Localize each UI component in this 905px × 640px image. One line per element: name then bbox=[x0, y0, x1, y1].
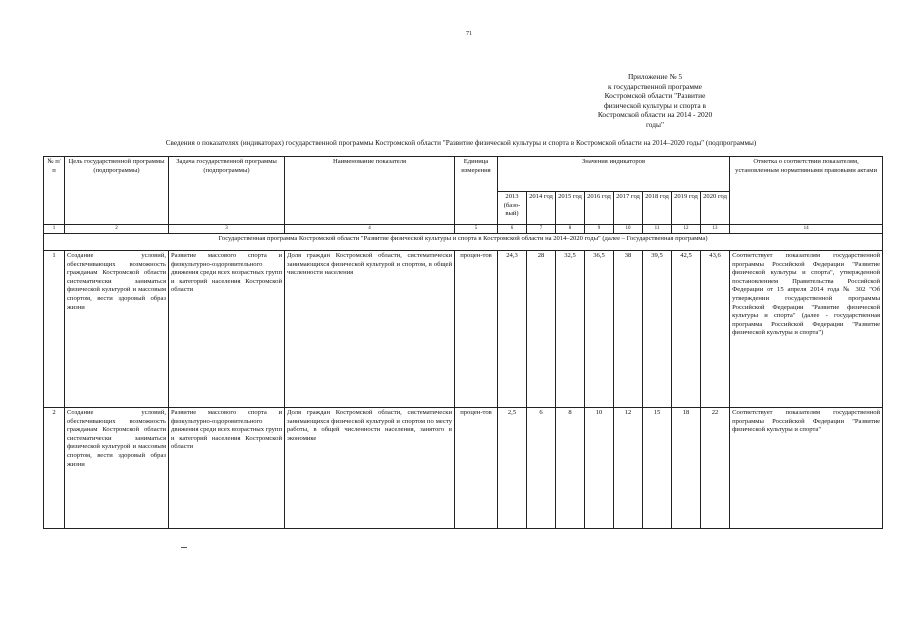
header-num: № п/п bbox=[44, 157, 65, 225]
row-value: 6 bbox=[527, 408, 556, 529]
scan-mark bbox=[181, 547, 187, 548]
row-num: 2 bbox=[44, 408, 65, 529]
page-number: 71 bbox=[466, 31, 472, 37]
section-row bbox=[44, 234, 883, 251]
column-number: 14 bbox=[730, 225, 883, 234]
column-number: 13 bbox=[701, 225, 730, 234]
row-value: 12 bbox=[614, 408, 643, 529]
row-task: Развитие массового спорта и физкультурно-оздоровительного движения среди всех возрастных групп и категорий населения Костромской области bbox=[169, 251, 285, 408]
column-number: 9 bbox=[585, 225, 614, 234]
annex-line: Костромской области "Развитие bbox=[604, 91, 706, 101]
column-number: 6 bbox=[498, 225, 527, 234]
row-value: 42,5 bbox=[672, 251, 701, 408]
annex-line: годы" bbox=[645, 119, 665, 129]
annex-line: физической культуры и спорта в bbox=[603, 100, 707, 110]
section-title: Государственная программа Костромской области "Развитие физической культуры и спорта в Костромской области на 2014–2020 годы" (далее – Государственная программа) bbox=[44, 234, 883, 251]
table-row bbox=[44, 251, 883, 408]
column-numbers-row bbox=[44, 225, 883, 234]
column-number: 7 bbox=[527, 225, 556, 234]
row-compliance: Соответствует показателям государственной программы Российской Федерации "Развитие физической культуры и спорта", утвержденной постановлением Правительства Российской Федерации от 15 апреля 2014 года № 302 "Об утверждении государственной программы Российской Федерации "Развитие физической культуры и спорта" (далее - государственная программа Российской Федерации "Развитие физической культуры и спорта") bbox=[730, 251, 883, 408]
row-goal: Создание условий, обеспечивающих возможность гражданам Костромской области систематически заниматься физической культурой и массовым спортом, вести здоровый образ жизни bbox=[65, 251, 169, 408]
row-indicator: Доля граждан Костромской области, систематически занимающихся физической культурой и спортом, в общей численности населения bbox=[285, 251, 455, 408]
column-number: 11 bbox=[643, 225, 672, 234]
header-year: 2013 (базо-вый) bbox=[498, 192, 527, 225]
column-number: 4 bbox=[285, 225, 455, 234]
row-value: 15 bbox=[643, 408, 672, 529]
header-year: 2020 год bbox=[701, 192, 730, 225]
header-task: Задача государственной программы (подпрограммы) bbox=[169, 157, 285, 225]
column-number: 3 bbox=[169, 225, 285, 234]
row-value: 28 bbox=[527, 251, 556, 408]
header-year: 2014 год bbox=[527, 192, 556, 225]
row-value: 38 bbox=[614, 251, 643, 408]
column-number: 2 bbox=[65, 225, 169, 234]
header-year: 2015 год bbox=[556, 192, 585, 225]
column-number: 8 bbox=[556, 225, 585, 234]
header-compliance: Отметка о соответствии показателям, установленным нормативными правовыми актами bbox=[730, 157, 883, 225]
row-unit: процен-тов bbox=[455, 408, 498, 529]
table-title: Сведения о показателях (индикаторах) государственной программы Костромской области "Развитие физической культуры и спорта в Костромской области на 2014–2020 годы" (подпрограммы) bbox=[165, 139, 757, 147]
row-value: 39,5 bbox=[643, 251, 672, 408]
row-compliance: Соответствует показателям государственной программы Российской Федерации "Развитие физической культуры и спорта" bbox=[730, 408, 883, 529]
row-value: 8 bbox=[556, 408, 585, 529]
column-number: 1 bbox=[44, 225, 65, 234]
table-row bbox=[44, 408, 883, 529]
row-unit: процен-тов bbox=[455, 251, 498, 408]
row-value: 10 bbox=[585, 408, 614, 529]
row-value: 24,3 bbox=[498, 251, 527, 408]
annex-heading bbox=[590, 72, 720, 130]
header-year: 2019 год bbox=[672, 192, 701, 225]
row-task: Развитие массового спорта и физкультурно-оздоровительного движения среди всех возрастных групп и категорий населения Костромской области bbox=[169, 408, 285, 529]
header-indicator: Наименование показателя bbox=[285, 157, 455, 225]
header-year: 2016 год bbox=[585, 192, 614, 225]
row-value: 18 bbox=[672, 408, 701, 529]
header-year: 2018 год bbox=[643, 192, 672, 225]
row-value: 32,5 bbox=[556, 251, 585, 408]
annex-line: к государственной программе bbox=[608, 81, 702, 91]
header-unit: Единица измерения bbox=[455, 157, 498, 225]
row-value: 22 bbox=[701, 408, 730, 529]
row-value: 2,5 bbox=[498, 408, 527, 529]
header-year: 2017 год bbox=[614, 192, 643, 225]
header-row bbox=[44, 157, 883, 192]
column-number: 12 bbox=[672, 225, 701, 234]
row-value: 43,6 bbox=[701, 251, 730, 408]
row-num: 1 bbox=[44, 251, 65, 408]
header-values: Значения индикаторов bbox=[498, 157, 730, 192]
row-goal: Создание условий, обеспечивающих возможность гражданам Костромской области систематически заниматься физической культурой и массовым спортом, вести здоровый образ жизни bbox=[65, 408, 169, 529]
annex-line: Приложение № 5 bbox=[627, 72, 683, 81]
header-goal: Цель государственной программы (подпрограммы) bbox=[65, 157, 169, 225]
column-number: 10 bbox=[614, 225, 643, 234]
row-indicator: Доля граждан Костромской области, систематически занимающихся физической культурой и спортом по месту работы, в общей численности населения, занятого в экономике bbox=[285, 408, 455, 529]
row-value: 36,5 bbox=[585, 251, 614, 408]
annex-line: Костромской области на 2014 - 2020 bbox=[597, 110, 713, 120]
indicators-table bbox=[43, 156, 883, 529]
column-number: 5 bbox=[455, 225, 498, 234]
